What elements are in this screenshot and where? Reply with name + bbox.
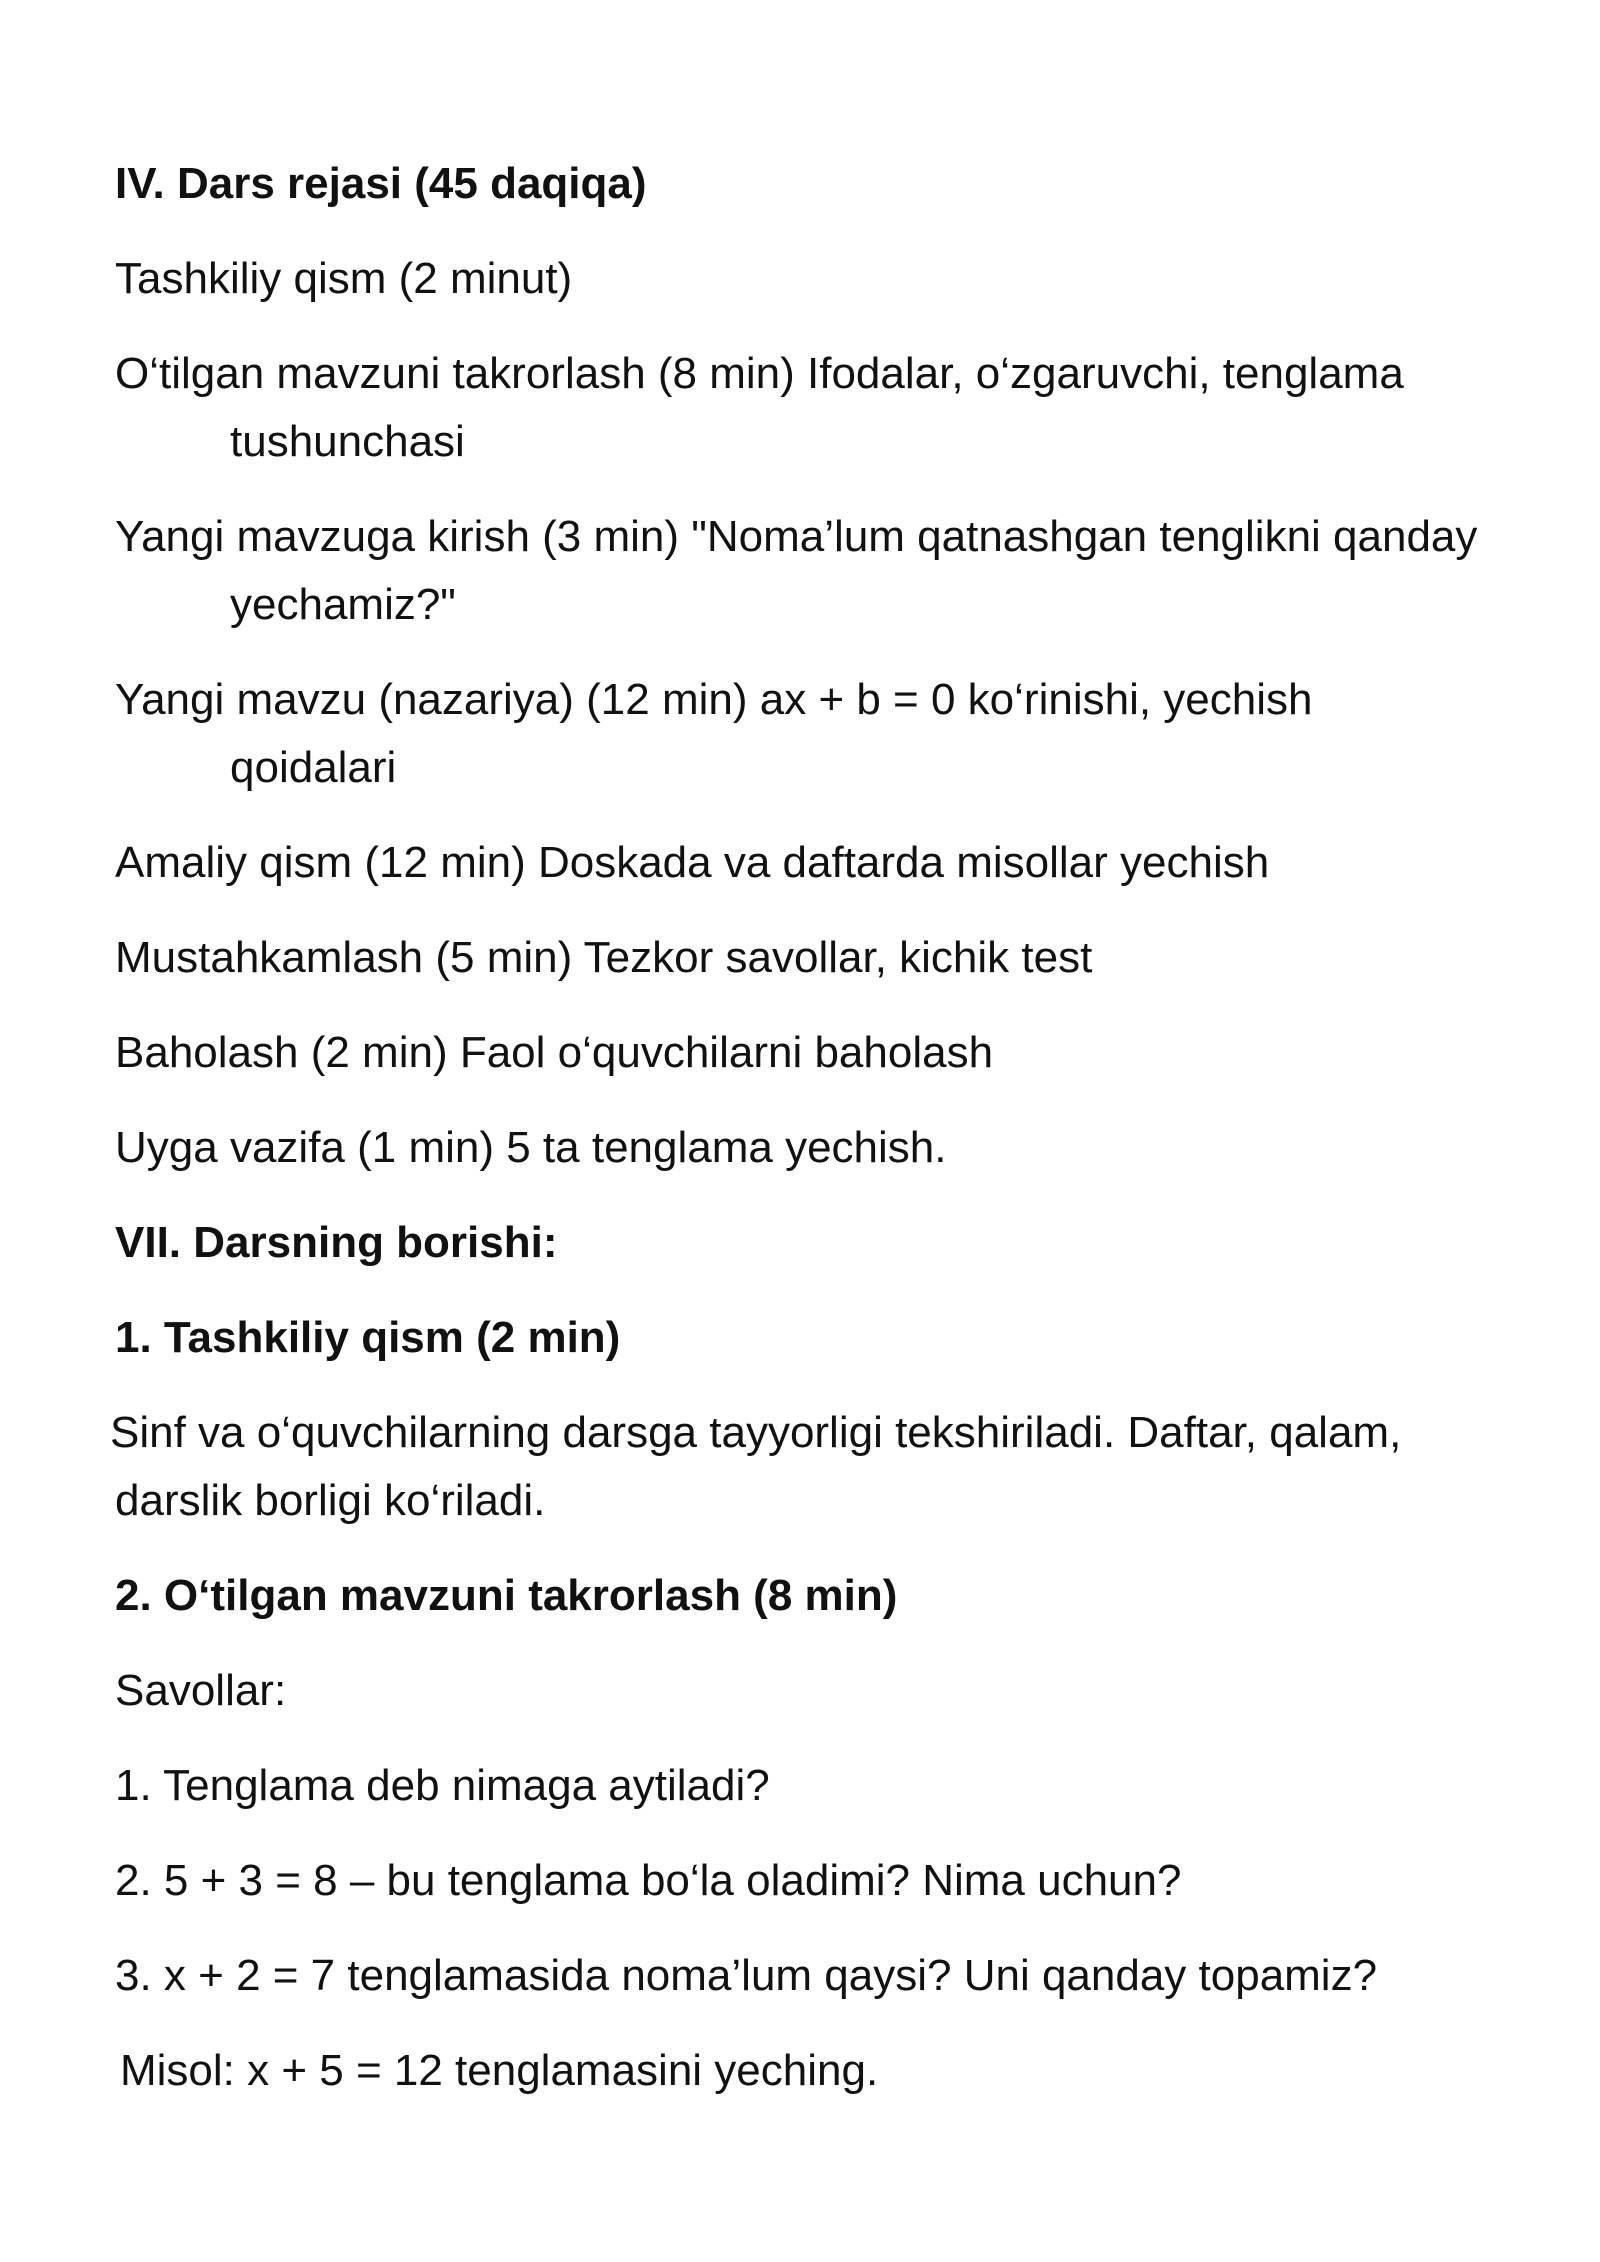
questions-label: Savollar:: [115, 1666, 287, 1715]
section2-heading: 2. O‘tilgan mavzuni takrorlash (8 min): [115, 1571, 898, 1620]
section1-text-line1: Sinf va o‘quvchilarning darsga tayyorligi tekshiriladi. Daftar, qalam,: [110, 1408, 1402, 1457]
plan-item-line1: O‘tilgan mavzuni takrorlash (8 min) Ifodalar, o‘zgaruvchi, tenglama: [115, 349, 1404, 398]
plan-item: Uyga vazifa (1 min) 5 ta tenglama yechish.: [115, 1123, 947, 1172]
plan-heading: IV. Dars rejasi (45 daqiqa): [115, 159, 647, 208]
plan-item: Baholash (2 min) Faol o‘quvchilarni baholash: [115, 1028, 994, 1077]
question-item: 3. x + 2 = 7 tenglamasida noma’lum qaysi? Uni qanday topamiz?: [115, 1951, 1378, 2000]
plan-item-line1: Yangi mavzuga kirish (3 min) "Noma’lum qatnashgan tenglikni qanday: [115, 512, 1478, 561]
plan-item: [115, 340, 1535, 476]
plan-item-line2: tushunchasi: [230, 417, 465, 466]
plan-item-line2: yechamiz?": [230, 580, 456, 629]
plan-item: Amaliy qism (12 min) Doskada va daftarda misollar yechish: [115, 838, 1270, 887]
section1-heading: 1. Tashkiliy qism (2 min): [115, 1313, 621, 1362]
plan-item: [115, 503, 1535, 639]
lesson-heading: VII. Darsning borishi:: [115, 1218, 558, 1267]
question-item: 1. Tenglama deb nimaga aytiladi?: [115, 1761, 770, 1810]
plan-item-line1: Yangi mavzu (nazariya) (12 min) ax + b = 0 ko‘rinishi, yechish: [115, 675, 1313, 724]
section1-text-line2: darslik borligi ko‘riladi.: [115, 1476, 546, 1525]
plan-item: [115, 666, 1535, 802]
question-item: 2. 5 + 3 = 8 – bu tenglama bo‘la oladimi? Nima uchun?: [115, 1856, 1182, 1905]
plan-item: Mustahkamlash (5 min) Tezkor savollar, kichik test: [115, 933, 1093, 982]
plan-item-line2: qoidalari: [230, 743, 397, 792]
plan-item: Tashkiliy qism (2 minut): [115, 254, 573, 303]
example-line: Misol: x + 5 = 12 tenglamasini yeching.: [120, 2046, 879, 2095]
